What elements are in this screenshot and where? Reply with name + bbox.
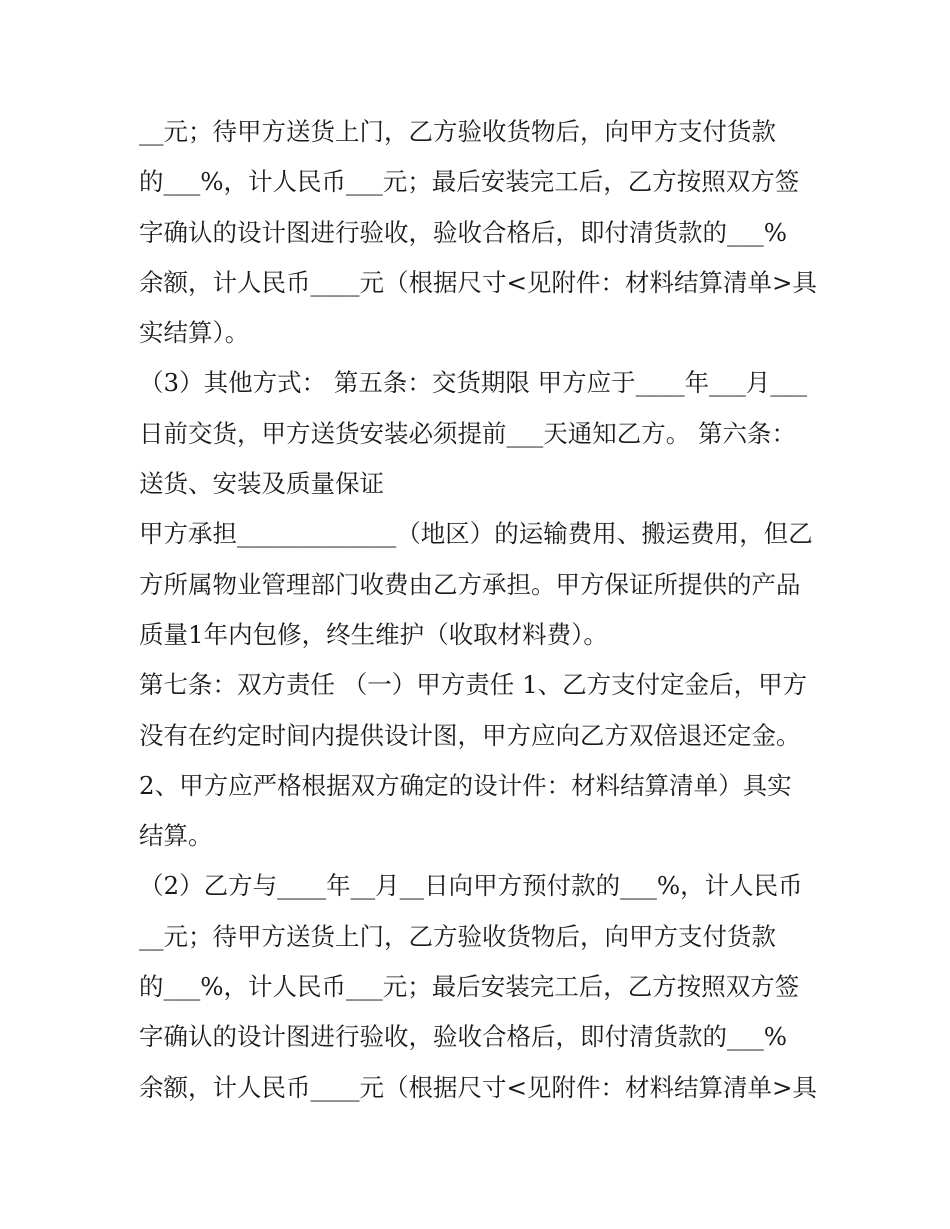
text-line: 的___%，计人民币___元；最后安装完工后，乙方按照双方签 xyxy=(139,167,800,197)
text-line: 第七条：双方责任 （一）甲方责任 1、乙方支付定金后，甲方 xyxy=(139,670,808,700)
text-line: 送货、安装及质量保证 xyxy=(139,469,384,499)
text-line: 字确认的设计图进行验收，验收合格后，即付清货款的___% xyxy=(139,1022,788,1052)
text-line: 字确认的设计图进行验收，验收合格后，即付清货款的___% xyxy=(139,217,788,247)
text-line: __元；待甲方送货上门，乙方验收货物后，向甲方支付货款 xyxy=(139,117,776,146)
text-line: 结算。 xyxy=(139,821,213,851)
text-line: 余额，计人民币____元（根据尺寸<见附件：材料结算清单>具 xyxy=(139,267,818,297)
text-line: 方所属物业管理部门收费由乙方承担。甲方保证所提供的产品 xyxy=(139,569,801,599)
text-line: __元；待甲方送货上门，乙方验收货物后，向甲方支付货款 xyxy=(139,921,776,951)
text-line: 实结算）。 xyxy=(139,318,250,348)
text-line: （3）其他方式： 第五条：交货期限 甲方应于____年___月___ xyxy=(139,368,808,398)
document-body xyxy=(139,107,819,1113)
text-line: 日前交货，甲方送货安装必须提前___天通知乙方。 第六条： xyxy=(139,418,797,448)
text-line: 质量1年内包修，终生维护（收取材料费）。 xyxy=(139,619,608,649)
text-line: （2）乙方与____年__月__日向甲方预付款的___%，计人民币 xyxy=(139,871,803,901)
text-line: 没有在约定时间内提供设计图，甲方应向乙方双倍退还定金。 xyxy=(139,720,801,750)
text-line: 的___%，计人民币___元；最后安装完工后，乙方按照双方签 xyxy=(139,972,800,1002)
text-line: 甲方承担_____________（地区）的运输费用、搬运费用，但乙 xyxy=(139,519,813,549)
text-line: 余额，计人民币____元（根据尺寸<见附件：材料结算清单>具 xyxy=(139,1072,818,1102)
text-line: 2、甲方应严格根据双方确定的设计件：材料结算清单）具实 xyxy=(139,770,792,800)
